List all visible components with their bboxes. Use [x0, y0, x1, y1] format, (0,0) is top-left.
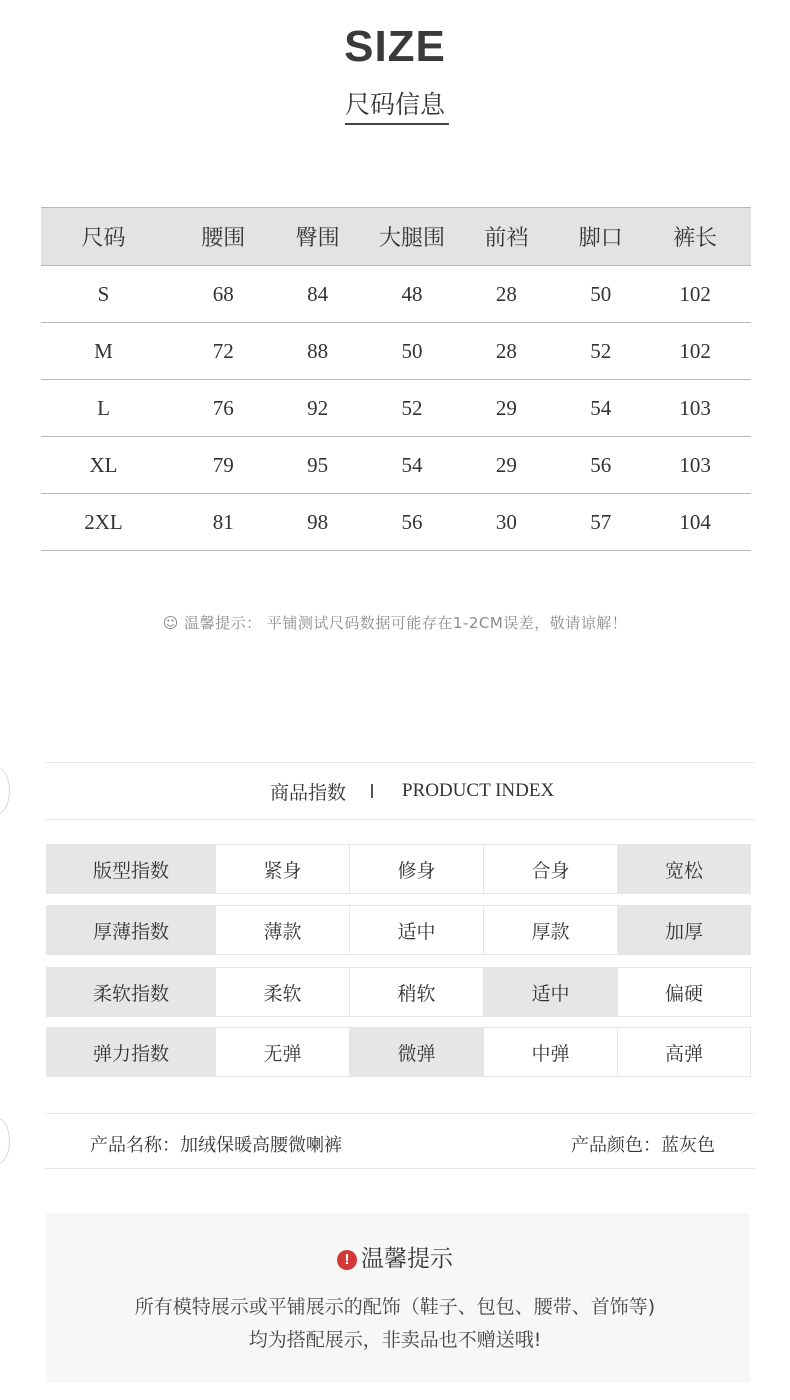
table-cell: 79	[212, 452, 234, 477]
table-header-row	[41, 207, 751, 266]
table-cell: 29	[495, 452, 517, 477]
index-label: 弹力指数	[46, 1027, 216, 1077]
table-cell: L	[97, 395, 110, 420]
product-index-band	[45, 762, 755, 820]
index-option: 中弹	[484, 1027, 618, 1077]
table-cell: 28	[495, 338, 517, 363]
table-cell: 88	[307, 338, 329, 363]
index-row-softness	[46, 967, 751, 1017]
table-cell: 50	[590, 281, 612, 306]
index-option-selected: 微弹	[350, 1027, 484, 1077]
table-cell: 103	[679, 395, 711, 420]
index-option: 修身	[350, 844, 484, 894]
table-cell: XL	[89, 452, 118, 477]
table-cell: 95	[307, 452, 329, 477]
table-cell: 84	[307, 281, 329, 306]
table-cell: 103	[679, 452, 711, 477]
notice-title: 温馨提示	[361, 1246, 453, 1272]
table-cell: 54	[401, 452, 423, 477]
subtitle-underline	[345, 123, 449, 125]
table-row	[41, 266, 751, 323]
index-row-elasticity	[46, 1027, 751, 1077]
index-option: 适中	[350, 905, 484, 955]
table-cell: 57	[590, 509, 612, 534]
table-cell: 102	[679, 281, 711, 306]
index-option-selected: 宽松	[618, 844, 751, 894]
size-table	[41, 207, 751, 551]
product-index-title-cn: 商品指数	[270, 782, 347, 804]
notice-title-row	[0, 1240, 790, 1273]
column-header: 大腿围	[378, 226, 445, 251]
table-cell: 28	[495, 281, 517, 306]
table-cell: 92	[307, 395, 329, 420]
size-title: SIZE	[344, 22, 446, 71]
column-header: 腰围	[201, 226, 246, 251]
table-cell: 52	[590, 338, 612, 363]
table-cell: S	[97, 281, 110, 306]
column-header: 脚口	[578, 226, 623, 251]
index-option: 厚款	[484, 905, 618, 955]
index-option: 柔软	[216, 967, 350, 1017]
table-cell: 54	[590, 395, 612, 420]
product-index-title-en: PRODUCT INDEX	[402, 780, 555, 801]
index-option: 高弹	[618, 1027, 751, 1077]
table-cell: 52	[401, 395, 423, 420]
index-row-thickness	[46, 905, 751, 955]
table-cell: 56	[590, 452, 612, 477]
left-edge-arc	[0, 768, 10, 814]
table-cell: 30	[495, 509, 517, 534]
table-row	[41, 494, 751, 551]
index-label: 版型指数	[46, 844, 216, 894]
table-cell: 48	[401, 281, 423, 306]
table-cell: 72	[212, 338, 234, 363]
notice-text-line-1: 所有模特展示或平铺展示的配饰（鞋子、包包、腰带、首饰等)	[134, 1296, 656, 1318]
left-edge-arc	[0, 1118, 10, 1164]
table-cell: 102	[679, 338, 711, 363]
exclamation-icon: !	[337, 1250, 357, 1270]
title-separator	[371, 784, 373, 798]
index-option: 无弹	[216, 1027, 350, 1077]
column-header: 前裆	[484, 226, 529, 251]
column-header: 裤长	[673, 226, 718, 251]
table-row	[41, 437, 751, 494]
table-cell: 98	[307, 509, 329, 534]
table-cell: 81	[212, 509, 234, 534]
index-option: 偏硬	[618, 967, 751, 1017]
table-cell: 50	[401, 338, 423, 363]
table-row	[41, 380, 751, 437]
column-header: 尺码	[81, 226, 126, 251]
table-cell: M	[94, 338, 113, 363]
index-option-selected: 适中	[484, 967, 618, 1017]
product-name: 产品名称：加绒保暖高腰微喇裤	[90, 1135, 342, 1156]
table-cell: 2XL	[84, 509, 123, 534]
notice-text-line-2: 均为搭配展示，非卖品也不赠送哦!	[248, 1329, 542, 1351]
index-option-selected: 加厚	[618, 905, 751, 955]
index-option: 稍软	[350, 967, 484, 1017]
index-option: 合身	[484, 844, 618, 894]
table-cell: 29	[495, 395, 517, 420]
table-cell: 68	[212, 281, 234, 306]
product-color: 产品颜色：蓝灰色	[571, 1135, 715, 1156]
index-row-fit	[46, 844, 751, 894]
table-cell: 104	[679, 509, 711, 534]
index-label: 柔软指数	[46, 967, 216, 1017]
index-option: 薄款	[216, 905, 350, 955]
size-subtitle: 尺码信息	[344, 90, 445, 119]
table-cell: 76	[212, 395, 234, 420]
table-row	[41, 323, 751, 380]
table-cell: 56	[401, 509, 423, 534]
index-option: 紧身	[216, 844, 350, 894]
index-label: 厚薄指数	[46, 905, 216, 955]
column-header: 臀围	[295, 226, 340, 251]
measurement-tip: ☺ 温馨提示： 平铺测试尺码数据可能存在1-2CM误差，敬请谅解！	[162, 614, 628, 632]
